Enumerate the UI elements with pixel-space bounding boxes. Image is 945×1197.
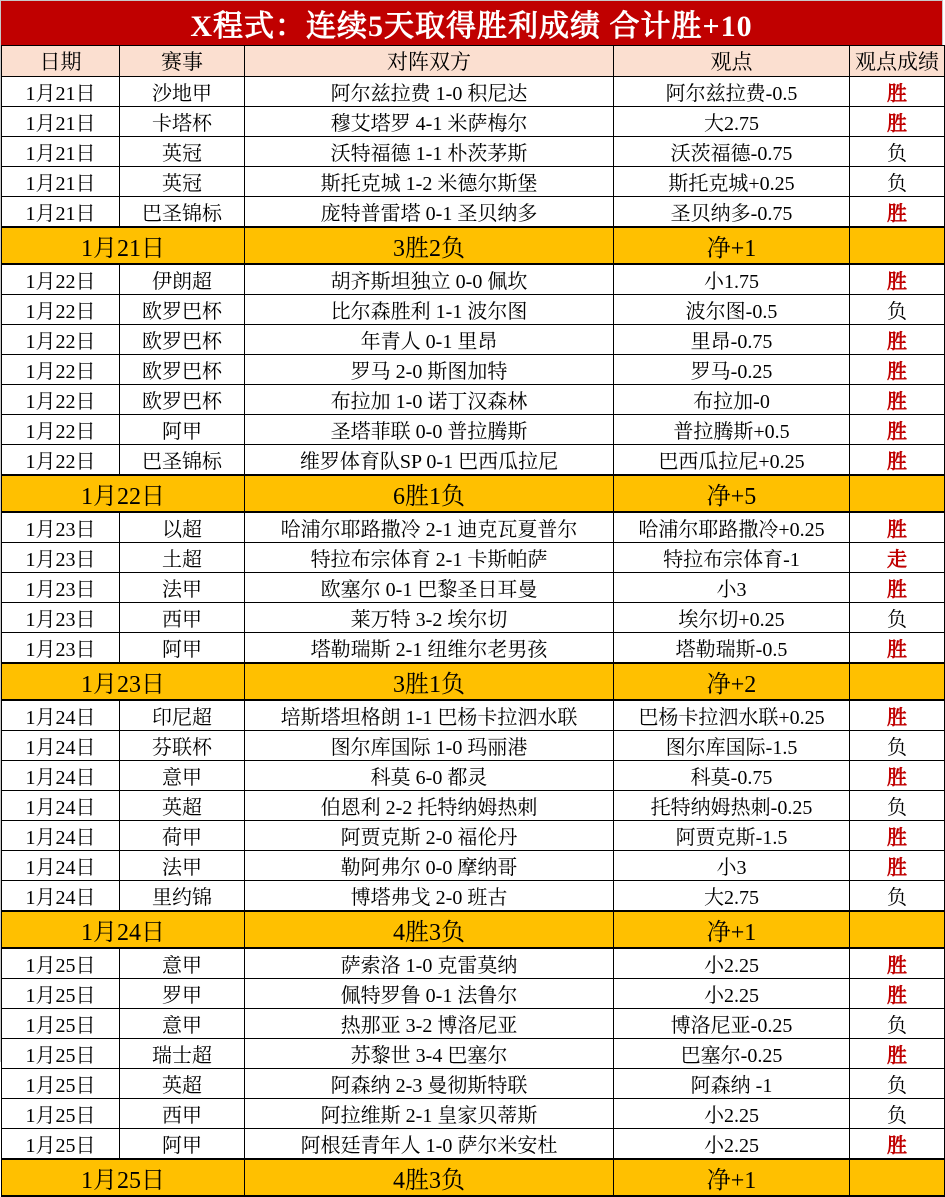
pick-cell: 里昂-0.75: [614, 325, 850, 355]
match-cell: 斯托克城 1-2 米德尔斯堡: [245, 167, 614, 197]
date-cell: 1月24日: [2, 731, 120, 761]
match-cell: 热那亚 3-2 博洛尼亚: [245, 1009, 614, 1039]
match-cell: 科莫 6-0 都灵: [245, 761, 614, 791]
summary-record-cell: 3胜1负: [245, 663, 614, 700]
summary-empty-cell: [850, 911, 945, 948]
summary-date-cell: 1月22日: [2, 475, 245, 512]
pick-cell: 沃茨福德-0.75: [614, 137, 850, 167]
result-cell: 负: [850, 137, 945, 167]
summary-record-cell: 4胜3负: [245, 911, 614, 948]
summary-date-cell: 1月23日: [2, 663, 245, 700]
league-cell: 芬联杯: [120, 731, 245, 761]
league-cell: 荷甲: [120, 821, 245, 851]
result-cell: 胜: [850, 979, 945, 1009]
match-cell: 阿拉维斯 2-1 皇家贝蒂斯: [245, 1099, 614, 1129]
summary-empty-cell: [850, 227, 945, 264]
header-pick: 观点: [614, 46, 850, 77]
pick-cell: 小1.75: [614, 264, 850, 295]
pick-cell: 托特纳姆热刺-0.25: [614, 791, 850, 821]
match-cell: 图尔库国际 1-0 玛丽港: [245, 731, 614, 761]
date-cell: 1月22日: [2, 385, 120, 415]
match-row-1-2: [2, 325, 945, 355]
league-cell: 巴圣锦标: [120, 197, 245, 228]
result-cell: 负: [850, 603, 945, 633]
league-cell: 意甲: [120, 1009, 245, 1039]
header-match: 对阵双方: [245, 46, 614, 77]
match-row-1-6: [2, 445, 945, 476]
date-cell: 1月25日: [2, 979, 120, 1009]
match-cell: 伯恩利 2-2 托特纳姆热刺: [245, 791, 614, 821]
date-cell: 1月24日: [2, 821, 120, 851]
result-cell: 胜: [850, 445, 945, 476]
league-cell: 欧罗巴杯: [120, 325, 245, 355]
match-cell: 培斯塔坦格朗 1-1 巴杨卡拉泗水联: [245, 700, 614, 731]
match-row-3-4: [2, 821, 945, 851]
league-cell: 阿甲: [120, 415, 245, 445]
pick-cell: 斯托克城+0.25: [614, 167, 850, 197]
pick-cell: 阿贾克斯-1.5: [614, 821, 850, 851]
date-cell: 1月25日: [2, 1069, 120, 1099]
pick-cell: 科莫-0.75: [614, 761, 850, 791]
date-cell: 1月24日: [2, 700, 120, 731]
match-row-2-2: [2, 573, 945, 603]
summary-row-1: [2, 475, 945, 512]
result-cell: 负: [850, 881, 945, 912]
summary-date-cell: 1月21日: [2, 227, 245, 264]
pick-cell: 小2.25: [614, 1099, 850, 1129]
header-date: 日期: [2, 46, 120, 77]
match-cell: 年青人 0-1 里昂: [245, 325, 614, 355]
pick-cell: 小2.25: [614, 979, 850, 1009]
result-cell: 负: [850, 1069, 945, 1099]
date-cell: 1月22日: [2, 355, 120, 385]
match-row-2-3: [2, 603, 945, 633]
match-cell: 维罗体育队SP 0-1 巴西瓜拉尼: [245, 445, 614, 476]
league-cell: 英超: [120, 1069, 245, 1099]
match-cell: 勒阿弗尔 0-0 摩纳哥: [245, 851, 614, 881]
match-cell: 博塔弗戈 2-0 班古: [245, 881, 614, 912]
date-cell: 1月24日: [2, 761, 120, 791]
league-cell: 沙地甲: [120, 77, 245, 107]
league-cell: 意甲: [120, 761, 245, 791]
table-header: [2, 46, 945, 77]
pick-cell: 罗马-0.25: [614, 355, 850, 385]
league-cell: 里约锦: [120, 881, 245, 912]
result-cell: 胜: [850, 355, 945, 385]
result-cell: 负: [850, 1009, 945, 1039]
pick-cell: 波尔图-0.5: [614, 295, 850, 325]
match-row-0-3: [2, 167, 945, 197]
league-cell: 土超: [120, 543, 245, 573]
header-result: 观点成绩: [850, 46, 945, 77]
summary-row-4: [2, 1159, 945, 1196]
date-cell: 1月24日: [2, 881, 120, 912]
match-row-1-1: [2, 295, 945, 325]
pick-cell: 特拉布宗体育-1: [614, 543, 850, 573]
league-cell: 伊朗超: [120, 264, 245, 295]
result-cell: 胜: [850, 700, 945, 731]
result-cell: 负: [850, 731, 945, 761]
result-cell: 走: [850, 543, 945, 573]
match-cell: 哈浦尔耶路撒冷 2-1 迪克瓦夏普尔: [245, 512, 614, 543]
match-cell: 欧塞尔 0-1 巴黎圣日耳曼: [245, 573, 614, 603]
match-row-4-2: [2, 1009, 945, 1039]
header-league: 赛事: [120, 46, 245, 77]
league-cell: 印尼超: [120, 700, 245, 731]
match-cell: 布拉加 1-0 诺丁汉森林: [245, 385, 614, 415]
match-cell: 罗马 2-0 斯图加特: [245, 355, 614, 385]
match-row-1-5: [2, 415, 945, 445]
pick-cell: 小3: [614, 851, 850, 881]
match-row-0-0: [2, 77, 945, 107]
summary-record-cell: 3胜2负: [245, 227, 614, 264]
match-row-2-1: [2, 543, 945, 573]
summary-net-cell: 净+1: [614, 227, 850, 264]
summary-net-cell: 净+2: [614, 663, 850, 700]
summary-date-cell: 1月25日: [2, 1159, 245, 1196]
match-cell: 沃特福德 1-1 朴茨茅斯: [245, 137, 614, 167]
summary-record-cell: 6胜1负: [245, 475, 614, 512]
league-cell: 欧罗巴杯: [120, 355, 245, 385]
match-cell: 阿根廷青年人 1-0 萨尔米安杜: [245, 1129, 614, 1160]
match-row-1-4: [2, 385, 945, 415]
match-row-3-0: [2, 700, 945, 731]
result-cell: 胜: [850, 1039, 945, 1069]
match-cell: 佩特罗鲁 0-1 法鲁尔: [245, 979, 614, 1009]
match-row-2-4: [2, 633, 945, 664]
pick-cell: 塔勒瑞斯-0.5: [614, 633, 850, 664]
date-cell: 1月24日: [2, 791, 120, 821]
result-cell: 胜: [850, 77, 945, 107]
match-row-4-4: [2, 1069, 945, 1099]
date-cell: 1月23日: [2, 633, 120, 664]
results-table: [1, 45, 945, 1197]
date-cell: 1月25日: [2, 1009, 120, 1039]
result-cell: 胜: [850, 851, 945, 881]
match-cell: 庞特普雷塔 0-1 圣贝纳多: [245, 197, 614, 228]
match-cell: 特拉布宗体育 2-1 卡斯帕萨: [245, 543, 614, 573]
match-row-0-2: [2, 137, 945, 167]
summary-row-2: [2, 663, 945, 700]
pick-cell: 阿尔兹拉费-0.5: [614, 77, 850, 107]
league-cell: 意甲: [120, 948, 245, 979]
match-cell: 萨索洛 1-0 克雷莫纳: [245, 948, 614, 979]
match-row-3-6: [2, 881, 945, 912]
league-cell: 欧罗巴杯: [120, 385, 245, 415]
result-cell: 负: [850, 295, 945, 325]
match-cell: 圣塔菲联 0-0 普拉腾斯: [245, 415, 614, 445]
summary-empty-cell: [850, 1159, 945, 1196]
league-cell: 巴圣锦标: [120, 445, 245, 476]
pick-cell: 布拉加-0: [614, 385, 850, 415]
match-cell: 塔勒瑞斯 2-1 纽维尔老男孩: [245, 633, 614, 664]
result-cell: 胜: [850, 197, 945, 228]
results-table-body: [2, 77, 945, 1197]
match-cell: 胡齐斯坦独立 0-0 佩坎: [245, 264, 614, 295]
date-cell: 1月23日: [2, 603, 120, 633]
date-cell: 1月25日: [2, 1129, 120, 1160]
date-cell: 1月21日: [2, 77, 120, 107]
header-row: [2, 46, 945, 77]
league-cell: 阿甲: [120, 633, 245, 664]
pick-cell: 博洛尼亚-0.25: [614, 1009, 850, 1039]
date-cell: 1月21日: [2, 107, 120, 137]
match-cell: 莱万特 3-2 埃尔切: [245, 603, 614, 633]
date-cell: 1月22日: [2, 264, 120, 295]
match-row-2-0: [2, 512, 945, 543]
result-cell: 胜: [850, 264, 945, 295]
match-cell: 苏黎世 3-4 巴塞尔: [245, 1039, 614, 1069]
date-cell: 1月23日: [2, 573, 120, 603]
summary-net-cell: 净+1: [614, 1159, 850, 1196]
date-cell: 1月25日: [2, 1039, 120, 1069]
league-cell: 法甲: [120, 851, 245, 881]
summary-row-0: [2, 227, 945, 264]
result-cell: 胜: [850, 512, 945, 543]
summary-row-3: [2, 911, 945, 948]
league-cell: 英超: [120, 791, 245, 821]
summary-net-cell: 净+1: [614, 911, 850, 948]
match-cell: 比尔森胜利 1-1 波尔图: [245, 295, 614, 325]
match-cell: 阿森纳 2-3 曼彻斯特联: [245, 1069, 614, 1099]
league-cell: 以超: [120, 512, 245, 543]
date-cell: 1月24日: [2, 851, 120, 881]
match-row-4-6: [2, 1129, 945, 1160]
match-row-4-3: [2, 1039, 945, 1069]
result-cell: 负: [850, 1099, 945, 1129]
pick-cell: 小2.25: [614, 948, 850, 979]
result-cell: 胜: [850, 573, 945, 603]
date-cell: 1月25日: [2, 948, 120, 979]
pick-cell: 巴杨卡拉泗水联+0.25: [614, 700, 850, 731]
page-title: X程式：连续5天取得胜利成绩 合计胜+10: [1, 1, 942, 45]
league-cell: 瑞士超: [120, 1039, 245, 1069]
result-cell: 胜: [850, 385, 945, 415]
match-row-3-2: [2, 761, 945, 791]
league-cell: 法甲: [120, 573, 245, 603]
match-row-0-4: [2, 197, 945, 228]
match-row-1-3: [2, 355, 945, 385]
date-cell: 1月23日: [2, 512, 120, 543]
pick-cell: 大2.75: [614, 107, 850, 137]
pick-cell: 大2.75: [614, 881, 850, 912]
match-row-4-1: [2, 979, 945, 1009]
league-cell: 卡塔杯: [120, 107, 245, 137]
pick-cell: 小3: [614, 573, 850, 603]
league-cell: 罗甲: [120, 979, 245, 1009]
match-cell: 阿尔兹拉费 1-0 积尼达: [245, 77, 614, 107]
date-cell: 1月22日: [2, 295, 120, 325]
match-row-3-5: [2, 851, 945, 881]
result-cell: 胜: [850, 107, 945, 137]
result-cell: 胜: [850, 821, 945, 851]
date-cell: 1月22日: [2, 445, 120, 476]
result-cell: 胜: [850, 761, 945, 791]
date-cell: 1月25日: [2, 1099, 120, 1129]
result-cell: 胜: [850, 1129, 945, 1160]
pick-cell: 阿森纳 -1: [614, 1069, 850, 1099]
pick-cell: 圣贝纳多-0.75: [614, 197, 850, 228]
result-cell: 胜: [850, 415, 945, 445]
summary-date-cell: 1月24日: [2, 911, 245, 948]
pick-cell: 巴塞尔-0.25: [614, 1039, 850, 1069]
pick-cell: 巴西瓜拉尼+0.25: [614, 445, 850, 476]
pick-cell: 图尔库国际-1.5: [614, 731, 850, 761]
league-cell: 阿甲: [120, 1129, 245, 1160]
pick-cell: 普拉腾斯+0.5: [614, 415, 850, 445]
summary-empty-cell: [850, 475, 945, 512]
date-cell: 1月23日: [2, 543, 120, 573]
match-row-4-0: [2, 948, 945, 979]
league-cell: 英冠: [120, 137, 245, 167]
match-row-3-3: [2, 791, 945, 821]
match-row-0-1: [2, 107, 945, 137]
pick-cell: 埃尔切+0.25: [614, 603, 850, 633]
match-row-1-0: [2, 264, 945, 295]
result-cell: 负: [850, 791, 945, 821]
pick-cell: 小2.25: [614, 1129, 850, 1160]
date-cell: 1月21日: [2, 137, 120, 167]
result-cell: 胜: [850, 325, 945, 355]
date-cell: 1月21日: [2, 167, 120, 197]
summary-empty-cell: [850, 663, 945, 700]
match-cell: 穆艾塔罗 4-1 米萨梅尔: [245, 107, 614, 137]
match-row-4-5: [2, 1099, 945, 1129]
result-cell: 负: [850, 167, 945, 197]
result-cell: 胜: [850, 633, 945, 664]
summary-net-cell: 净+5: [614, 475, 850, 512]
league-cell: 西甲: [120, 1099, 245, 1129]
match-row-3-1: [2, 731, 945, 761]
date-cell: 1月22日: [2, 415, 120, 445]
date-cell: 1月22日: [2, 325, 120, 355]
result-cell: 胜: [850, 948, 945, 979]
pick-cell: 哈浦尔耶路撒冷+0.25: [614, 512, 850, 543]
summary-record-cell: 4胜3负: [245, 1159, 614, 1196]
league-cell: 英冠: [120, 167, 245, 197]
match-cell: 阿贾克斯 2-0 福伦丹: [245, 821, 614, 851]
league-cell: 欧罗巴杯: [120, 295, 245, 325]
date-cell: 1月21日: [2, 197, 120, 228]
league-cell: 西甲: [120, 603, 245, 633]
